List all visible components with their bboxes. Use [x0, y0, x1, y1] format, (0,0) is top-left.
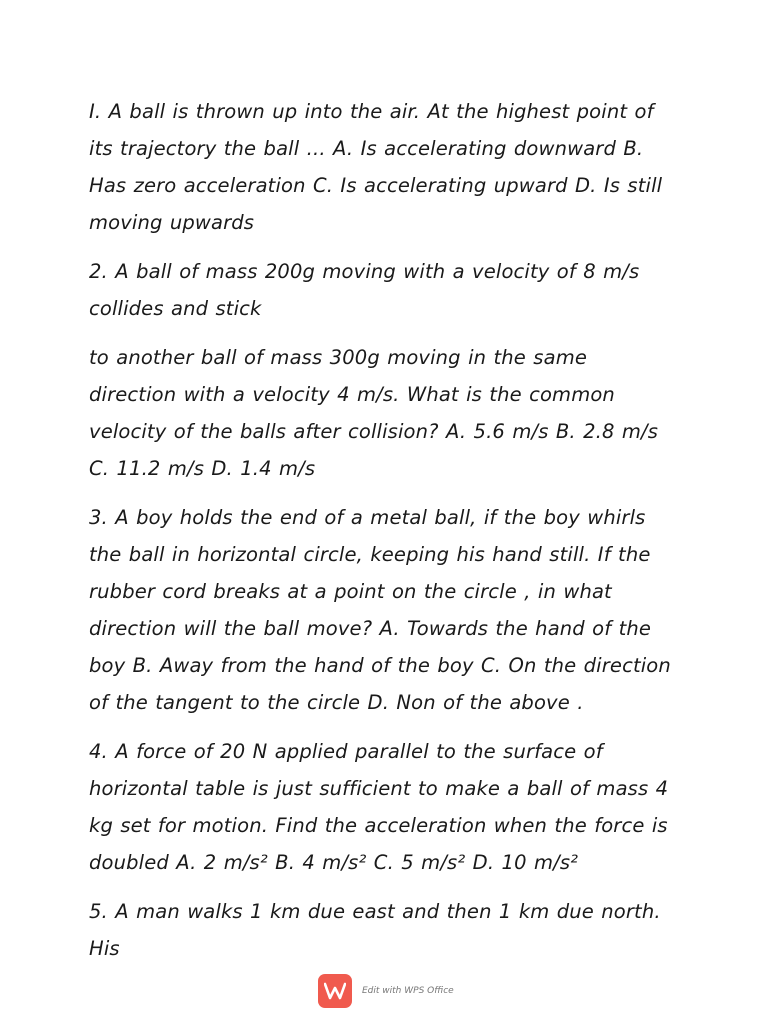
- wps-footer[interactable]: [318, 973, 454, 1009]
- question-2-part-1: 2. A ball of mass 200g moving with a velocity of 8 m/s collides and stick: [89, 260, 640, 320]
- question-2-part-2: to another ball of mass 300g moving in the same direction with a velocity 4 m/s. What is the common velocity of the balls after collision? A. 5.6 m/s B. 2.8 m/s C. 11.2 m/s D. 1.4 m/s: [89, 346, 659, 480]
- question-3: 3. A boy holds the end of a metal ball, if the boy whirls the ball in horizontal circle, keeping his hand still. If the rubber cord breaks at a point on the circle , in what direction will the ball move? A. Towards the hand of the boy B. Away from the hand of the boy C. On the direction of the tangent to the circle D. Non of the above .: [89, 506, 671, 714]
- question-5: 5. A man walks 1 km due east and then 1 km due north. His: [89, 900, 661, 960]
- question-1: I. A ball is thrown up into the air. At the highest point of its trajectory the ball ... A. Is accelerating downward B. Has zero acceleration C. Is accelerating upward D. Is still moving upwards: [89, 100, 663, 234]
- edit-with-wps-label[interactable]: Edit with WPS Office: [362, 986, 454, 996]
- document-body: [89, 93, 681, 979]
- wps-office-logo-icon[interactable]: [318, 974, 352, 1008]
- question-4: 4. A force of 20 N applied parallel to the surface of horizontal table is just sufficient to make a ball of mass 4 kg set for motion. Find the acceleration when the force is doubled A. 2 m/s² B. 4 m/s² C. 5 m/s² D. 10 m/s²: [89, 740, 669, 874]
